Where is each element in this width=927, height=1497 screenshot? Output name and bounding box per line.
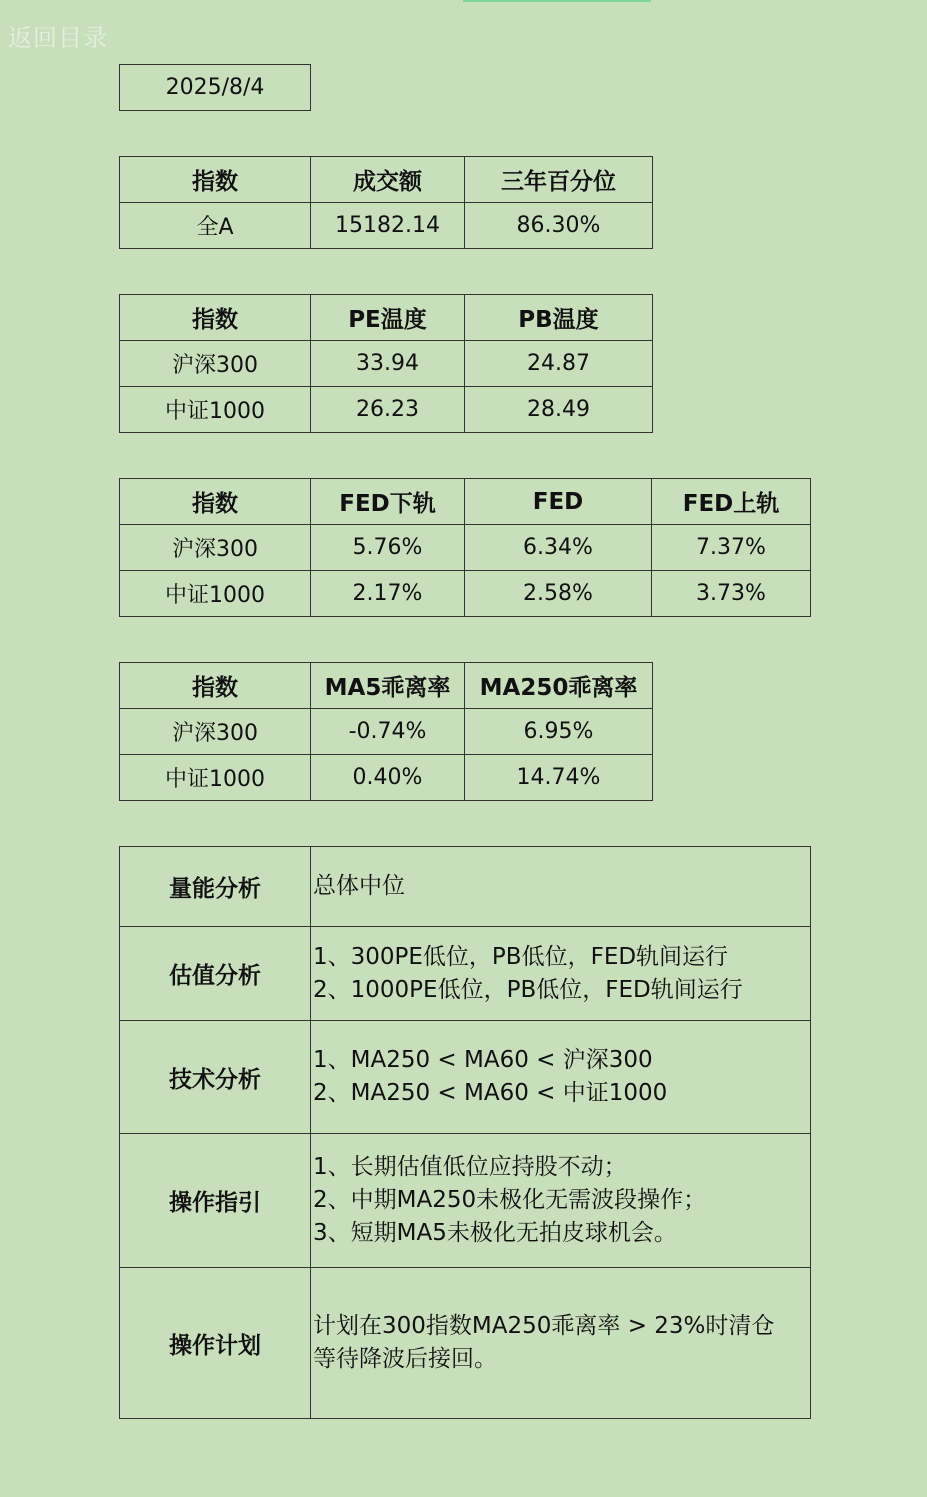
header-cell: FED上轨 xyxy=(652,479,811,525)
table-row xyxy=(120,927,811,1021)
date-label: 2025/8/4 xyxy=(119,64,311,111)
table-row xyxy=(120,709,653,755)
volume-table xyxy=(119,156,653,249)
table-cell: 33.94 xyxy=(311,341,465,387)
analysis-line: 1、长期估值低位应持股不动； xyxy=(313,1154,627,1180)
table-cell: 0.40% xyxy=(311,755,465,801)
table-header-row xyxy=(120,157,653,203)
header-cell: MA5乖离率 xyxy=(311,663,465,709)
header-cell: PE温度 xyxy=(311,295,465,341)
analysis-label-technical: 技术分析 xyxy=(120,1021,311,1134)
table-cell: 6.95% xyxy=(465,709,653,755)
table-row xyxy=(120,1268,811,1419)
table-row xyxy=(120,525,811,571)
analysis-line: 3、短期MA5未极化无拍皮球机会。 xyxy=(313,1220,677,1246)
table-cell: 沪深300 xyxy=(120,341,311,387)
fed-table xyxy=(119,478,811,617)
analysis-content-plan xyxy=(311,1268,811,1419)
table-header-row xyxy=(120,663,653,709)
analysis-content-guidance xyxy=(311,1134,811,1268)
table-row xyxy=(120,571,811,617)
table-header-row xyxy=(120,479,811,525)
top-accent-bar xyxy=(463,0,651,2)
table-row xyxy=(120,387,653,433)
analysis-line: 总体中位 xyxy=(313,873,405,899)
table-cell: 28.49 xyxy=(465,387,653,433)
analysis-line: 1、MA250 < MA60 < 沪深300 xyxy=(313,1047,653,1073)
table-cell: 3.73% xyxy=(652,571,811,617)
header-cell: FED下轨 xyxy=(311,479,465,525)
table-cell: 全A xyxy=(120,203,311,249)
table-cell: 5.76% xyxy=(311,525,465,571)
header-cell: MA250乖离率 xyxy=(465,663,653,709)
analysis-label-valuation: 估值分析 xyxy=(120,927,311,1021)
back-to-index-link[interactable]: 返回目录 xyxy=(8,24,108,52)
header-cell: 指数 xyxy=(120,479,311,525)
analysis-content-volume xyxy=(311,847,811,927)
ma-deviation-table xyxy=(119,662,653,801)
header-cell: 指数 xyxy=(120,663,311,709)
analysis-label-guidance: 操作指引 xyxy=(120,1134,311,1268)
table-cell: 86.30% xyxy=(465,203,653,249)
table-row xyxy=(120,755,653,801)
table-cell: 2.58% xyxy=(465,571,652,617)
table-cell: 中证1000 xyxy=(120,387,311,433)
header-cell: 成交额 xyxy=(311,157,465,203)
table-row xyxy=(120,847,811,927)
analysis-label-volume: 量能分析 xyxy=(120,847,311,927)
analysis-content-technical xyxy=(311,1021,811,1134)
header-cell: 三年百分位 xyxy=(465,157,653,203)
analysis-line: 2、中期MA250未极化无需波段操作； xyxy=(313,1187,707,1213)
header-cell: PB温度 xyxy=(465,295,653,341)
table-cell: 2.17% xyxy=(311,571,465,617)
table-cell: 24.87 xyxy=(465,341,653,387)
table-cell: 6.34% xyxy=(465,525,652,571)
table-cell: 7.37% xyxy=(652,525,811,571)
table-header-row xyxy=(120,295,653,341)
table-cell: -0.74% xyxy=(311,709,465,755)
table-row xyxy=(120,341,653,387)
table-cell: 中证1000 xyxy=(120,571,311,617)
analysis-table xyxy=(119,846,811,1419)
table-cell: 中证1000 xyxy=(120,755,311,801)
table-row xyxy=(120,1134,811,1268)
table-cell: 14.74% xyxy=(465,755,653,801)
analysis-line: 等待降波后接回。 xyxy=(313,1346,497,1372)
table-cell: 26.23 xyxy=(311,387,465,433)
analysis-line: 计划在300指数MA250乖离率 > 23%时清仓 xyxy=(313,1313,775,1339)
table-cell: 15182.14 xyxy=(311,203,465,249)
temperature-table xyxy=(119,294,653,433)
analysis-line: 2、MA250 < MA60 < 中证1000 xyxy=(313,1080,668,1106)
header-cell: 指数 xyxy=(120,157,311,203)
table-row xyxy=(120,203,653,249)
analysis-line: 2、1000PE低位，PB低位，FED轨间运行 xyxy=(313,976,743,1003)
header-cell: 指数 xyxy=(120,295,311,341)
analysis-line: 1、300PE低位，PB低位，FED轨间运行 xyxy=(313,943,729,970)
table-row xyxy=(120,1021,811,1134)
analysis-label-plan: 操作计划 xyxy=(120,1268,311,1419)
header-cell: FED xyxy=(465,479,652,525)
table-cell: 沪深300 xyxy=(120,525,311,571)
analysis-content-valuation xyxy=(311,927,811,1021)
table-cell: 沪深300 xyxy=(120,709,311,755)
